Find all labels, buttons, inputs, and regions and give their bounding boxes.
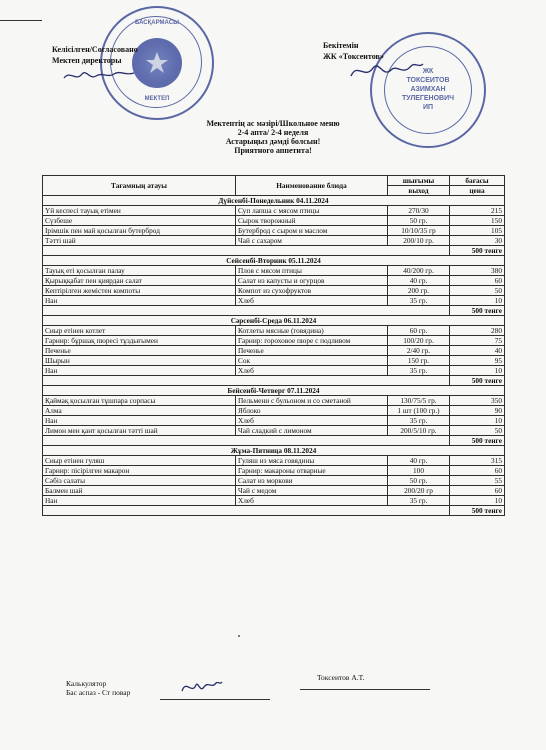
cook-label: Бас аспаз - Ст повар <box>66 688 131 697</box>
dish-portion: 40/200 гр. <box>388 266 450 276</box>
dish-name-kz: Алма <box>43 406 236 416</box>
dish-price: 90 <box>450 406 505 416</box>
header-portion-ru: выход <box>388 186 450 196</box>
dish-portion: 40 гр. <box>388 456 450 466</box>
table-row <box>43 496 505 506</box>
dish-name-kz: Гарнир: пісірілген макарон <box>43 466 236 476</box>
dish-name-ru: Чай сладкий с лимоном <box>236 426 388 436</box>
table-row <box>43 366 505 376</box>
dish-price: 60 <box>450 466 505 476</box>
dish-name-ru: Гарнир: макароны отварные <box>236 466 388 476</box>
dish-portion: 50 гр. <box>388 216 450 226</box>
table-row <box>43 326 505 336</box>
dish-portion: 2/40 гр. <box>388 346 450 356</box>
day-row <box>43 196 505 206</box>
dish-name-ru: Яблоко <box>236 406 388 416</box>
dish-portion: 35 гр. <box>388 496 450 506</box>
signer-line <box>300 689 430 690</box>
dish-name-kz: Сиыр етінен котлет <box>43 326 236 336</box>
table-row <box>43 336 505 346</box>
dish-name-ru: Гуляш из мяса говядины <box>236 456 388 466</box>
dish-name-kz: Нан <box>43 366 236 376</box>
stamp-right-line3: АЗИМХАН <box>410 86 446 93</box>
dish-portion: 150 гр. <box>388 356 450 366</box>
day-total: 500 тенге <box>450 436 505 446</box>
calc-signature-line <box>160 699 270 700</box>
menu-title-line3: Астарыңыз дәмді болсын! <box>225 137 321 146</box>
day-title: Сәрсенбі-Среда 06.11.2024 <box>43 316 505 326</box>
dish-price: 60 <box>450 276 505 286</box>
table-row <box>43 476 505 486</box>
dish-name-ru: Печенье <box>236 346 388 356</box>
dish-price: 350 <box>450 396 505 406</box>
dish-price: 60 <box>450 486 505 496</box>
dish-name-ru: Хлеб <box>236 416 388 426</box>
dish-price: 150 <box>450 216 505 226</box>
approval-left-title: Келісілген/Согласовано <box>52 45 138 54</box>
menu-table <box>42 175 505 516</box>
dish-price: 105 <box>450 226 505 236</box>
total-spacer <box>43 376 450 386</box>
total-row <box>43 506 505 516</box>
dish-portion: 100/20 гр. <box>388 336 450 346</box>
dish-name-ru: Плов с мясом птицы <box>236 266 388 276</box>
dish-price: 50 <box>450 286 505 296</box>
cook-signature <box>178 675 224 699</box>
dish-price: 280 <box>450 326 505 336</box>
dish-name-ru: Суп лапша с мясом птицы <box>236 206 388 216</box>
approval-left <box>52 44 138 66</box>
dish-price: 50 <box>450 426 505 436</box>
dish-name-ru: Котлеты мясные (говядина) <box>236 326 388 336</box>
calc-label: Калькулятор <box>66 679 107 688</box>
dish-price: 10 <box>450 366 505 376</box>
mark-dot <box>238 635 240 637</box>
dish-name-kz: Сиыр етінен гуляш <box>43 456 236 466</box>
dish-name-kz: Лимон мен қант қосылған тәтті шай <box>43 426 236 436</box>
table-row <box>43 226 505 236</box>
table-row <box>43 236 505 246</box>
dish-name-kz: Балмен шай <box>43 486 236 496</box>
dish-price: 380 <box>450 266 505 276</box>
total-row <box>43 436 505 446</box>
header-price-ru: цена <box>450 186 505 196</box>
header-name-ru: Наименование блюда <box>236 176 388 196</box>
table-row <box>43 276 505 286</box>
dish-portion: 200 гр. <box>388 286 450 296</box>
dish-price: 215 <box>450 206 505 216</box>
table-row <box>43 466 505 476</box>
dish-name-ru: Бутерброд с сыром и маслом <box>236 226 388 236</box>
dish-name-ru: Гарнир: гороховое пюре с подливом <box>236 336 388 346</box>
dish-name-ru: Салат из моркови <box>236 476 388 486</box>
menu-title-line2: 2-4 апта/ 2-4 неделя <box>237 128 309 137</box>
dish-portion: 60 гр. <box>388 326 450 336</box>
table-row <box>43 286 505 296</box>
dish-name-ru: Компот из сухофруктов <box>236 286 388 296</box>
star-icon <box>144 50 170 76</box>
total-spacer <box>43 246 450 256</box>
dish-name-kz: Сәбіз салаты <box>43 476 236 486</box>
dish-price: 55 <box>450 476 505 486</box>
dish-name-ru: Чай с сахаром <box>236 236 388 246</box>
header-name-kz: Тағамның атауы <box>43 176 236 196</box>
dish-name-ru: Хлеб <box>236 296 388 306</box>
stamp-right-line2: ТОКСЕИТОВ <box>406 77 450 84</box>
approval-left-role: Мектеп директоры <box>52 56 122 65</box>
stamp-left-text-bottom: МЕКТЕП <box>144 96 170 102</box>
table-row <box>43 416 505 426</box>
day-total: 500 тенге <box>450 376 505 386</box>
dish-price: 10 <box>450 416 505 426</box>
menu-title-line4: Приятного аппетита! <box>234 146 312 155</box>
signer-name: Токсеитов А.Т. <box>317 673 365 682</box>
table-row <box>43 296 505 306</box>
total-row <box>43 376 505 386</box>
dish-price: 10 <box>450 496 505 506</box>
dish-portion: 40 гр. <box>388 276 450 286</box>
dish-portion: 1 шт (100 гр.) <box>388 406 450 416</box>
day-title: Жұма-Пятница 08.11.2024 <box>43 446 505 456</box>
day-row <box>43 256 505 266</box>
total-row <box>43 246 505 256</box>
dish-name-ru: Сырок творожный <box>236 216 388 226</box>
dish-price: 75 <box>450 336 505 346</box>
dish-portion: 50 гр. <box>388 476 450 486</box>
total-spacer <box>43 506 450 516</box>
top-line <box>0 20 42 21</box>
dish-name-ru: Пельмени с бульоном и со сметаной <box>236 396 388 406</box>
table-row <box>43 456 505 466</box>
dish-name-ru: Сок <box>236 356 388 366</box>
dish-portion: 200/10 гр. <box>388 236 450 246</box>
dish-portion: 10/10/35 гр <box>388 226 450 236</box>
day-total: 500 тенге <box>450 306 505 316</box>
director-signature <box>60 64 140 86</box>
dish-price: 315 <box>450 456 505 466</box>
day-title: Сейсенбі-Вторник 05.11.2024 <box>43 256 505 266</box>
day-title: Дүйсенбі-Понедельник 04.11.2024 <box>43 196 505 206</box>
dish-name-ru: Хлеб <box>236 366 388 376</box>
dish-name-kz: Қаймақ қосылған тұшпара сорпасы <box>43 396 236 406</box>
dish-portion: 200/5/10 гр. <box>388 426 450 436</box>
stamp-right-line1: ЖК <box>422 68 434 75</box>
dish-name-kz: Сүзбеше <box>43 216 236 226</box>
header-price-kz: бағасы <box>450 176 505 186</box>
table-row <box>43 266 505 276</box>
table-header-row <box>43 176 505 186</box>
dish-portion: 35 гр. <box>388 416 450 426</box>
approval-right-org: ЖК «Токсеитов» <box>323 52 384 61</box>
stamp-right-line5: ИП <box>422 104 434 111</box>
day-row <box>43 386 505 396</box>
dish-price: 10 <box>450 296 505 306</box>
dish-name-kz: Тауық еті қосылған палау <box>43 266 236 276</box>
dish-name-kz: Нан <box>43 496 236 506</box>
dish-price: 95 <box>450 356 505 366</box>
day-title: Бейсенбі-Четверг 07.11.2024 <box>43 386 505 396</box>
menu-title <box>0 119 546 155</box>
dish-portion: 130/75/5 гр. <box>388 396 450 406</box>
approver-signature <box>345 58 425 84</box>
dish-name-kz: Кептірілген жемістен компоты <box>43 286 236 296</box>
table-row <box>43 426 505 436</box>
total-row <box>43 306 505 316</box>
dish-price: 30 <box>450 236 505 246</box>
dish-name-kz: Тәтті шай <box>43 236 236 246</box>
dish-name-kz: Печенье <box>43 346 236 356</box>
header-portion-kz: шығымы <box>388 176 450 186</box>
dish-portion: 100 <box>388 466 450 476</box>
total-spacer <box>43 306 450 316</box>
dish-name-ru: Чай с медом <box>236 486 388 496</box>
table-row <box>43 396 505 406</box>
table-row <box>43 206 505 216</box>
dish-name-kz: Ірімшік пен май қосылған бутерброд <box>43 226 236 236</box>
day-total: 500 тенге <box>450 506 505 516</box>
dish-name-ru: Салат из капусты и огурцов <box>236 276 388 286</box>
table-row <box>43 346 505 356</box>
table-row <box>43 216 505 226</box>
menu-title-line1: Мектептің ас мәзірі/Школьное меню <box>206 119 340 128</box>
dish-portion: 200/20 гр <box>388 486 450 496</box>
total-spacer <box>43 436 450 446</box>
approval-right-title: Бекітемін <box>323 41 359 50</box>
stamp-right-line4: ТУЛЕГЕНОВИЧ <box>401 95 455 102</box>
dish-name-kz: Нан <box>43 416 236 426</box>
dish-portion: 35 гр. <box>388 296 450 306</box>
dish-name-kz: Гарнир: бұршақ пюресі тұздығымен <box>43 336 236 346</box>
dish-portion: 270/30 <box>388 206 450 216</box>
dish-name-kz: Қырыққабат пен қиярдан салат <box>43 276 236 286</box>
table-row <box>43 486 505 496</box>
day-row <box>43 446 505 456</box>
dish-name-kz: Шырын <box>43 356 236 366</box>
dish-price: 40 <box>450 346 505 356</box>
day-row <box>43 316 505 326</box>
dish-portion: 35 гр. <box>388 366 450 376</box>
dish-name-kz: Үй кеспесі тауық етімен <box>43 206 236 216</box>
stamp-left-text-top: БАСҚАРМАСЫ <box>135 20 179 26</box>
dish-name-kz: Нан <box>43 296 236 306</box>
dish-name-ru: Хлеб <box>236 496 388 506</box>
table-row <box>43 406 505 416</box>
table-row <box>43 356 505 366</box>
day-total: 500 тенге <box>450 246 505 256</box>
